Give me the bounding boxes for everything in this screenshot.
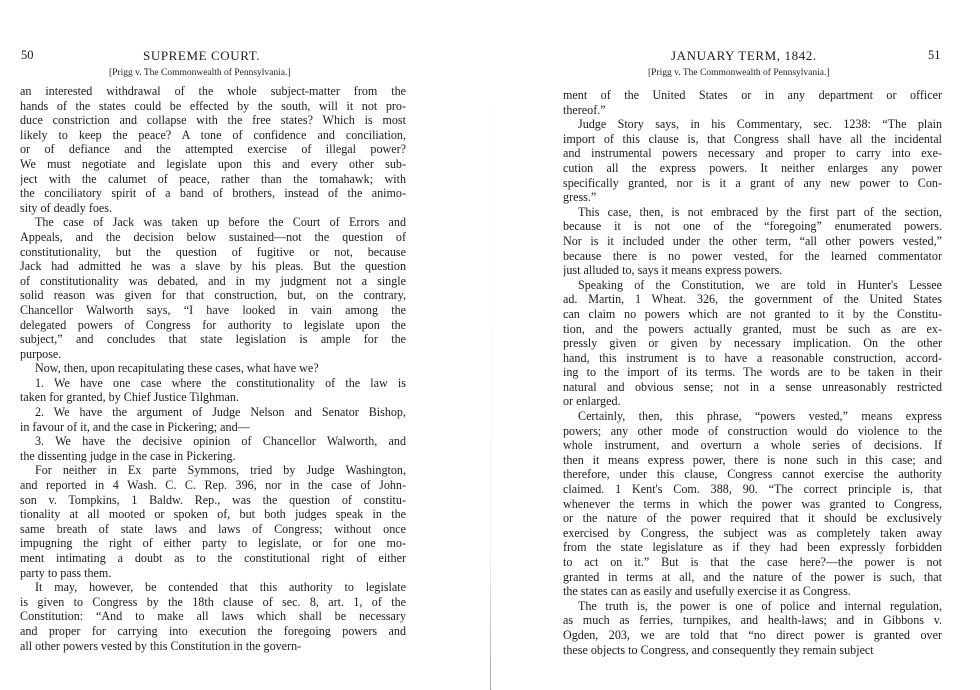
text-line: It may, however, be contended that this authority to legislate	[35, 580, 406, 595]
text-line: of constitutionality was debated, and in my judgment not a single	[20, 273, 406, 288]
text-line: Constitution: “And to make all laws which shall be necessary	[20, 609, 406, 624]
text-line: whenever the terms in which the power was granted to Congress,	[563, 496, 942, 511]
text-line: ing to the import of its terms. The words are to be taken in their	[563, 365, 942, 380]
text-line: impugning the right of either party to legislate, or for one mo-	[20, 536, 406, 551]
text-line: claimed. 1 Kent's Com. 388, 90. “The correct principle is, that	[563, 482, 942, 497]
text-line: then it means express power, there is none such in this case; and	[563, 452, 942, 467]
text-line: Appeals, and the decision below sustained—not the question of	[20, 229, 406, 244]
text-line: son v. Tompkins, 1 Baldw. Rep., was the question of constitu-	[20, 492, 406, 507]
text-line: We must negotiate and legislate upon this and every other sub-	[20, 156, 406, 171]
text-line: and instrumental powers necessary and proper to carry into exe-	[563, 146, 942, 161]
text-line: the conciliatory spirit of a band of brothers, instead of the animo-	[20, 186, 406, 201]
text-line: The case of Jack was taken up before the Court of Errors and	[35, 215, 406, 230]
right-page-number: 51	[928, 48, 941, 62]
text-line: the states can as easily and usefully exercise it as Congress.	[563, 584, 851, 599]
text-line: delegated powers of Congress for authority to legislate upon the	[20, 317, 406, 332]
text-line: same breath of state laws and laws of Congress; without once	[20, 521, 406, 536]
left-case-caption: [Prigg v. The Commonwealth of Pennsylvania.]	[109, 68, 291, 78]
text-line: Nor is it included under the other term, “all other powers vested,”	[563, 233, 942, 248]
text-line: gress.”	[563, 190, 597, 205]
text-line: Ogden, 203, we are told that “no direct power is granted over	[563, 627, 942, 642]
text-line: powers; any other mode of construction would do violence to the	[563, 423, 942, 438]
text-line: ment intimating a doubt as to the constitutional right of either	[20, 551, 406, 565]
text-line: all other powers vested by this Constitution in the govern-	[20, 638, 302, 653]
text-line: granted in terms at all, and the nature of the power is such, that	[563, 569, 942, 584]
text-line: as much as ferries, turnpikes, and health-laws; and in Gibbons v.	[563, 613, 942, 628]
text-line: Now, then, upon recapitulating these cases, what have we?	[35, 361, 319, 376]
text-line: or of defiance and the attempted exercise of illegal power?	[20, 142, 406, 157]
text-line: This case, then, is not embraced by the first part of the section,	[578, 204, 942, 219]
text-line: because it is not one of the “foregoing” enumerated powers.	[563, 219, 942, 234]
text-line: or enlarged.	[563, 394, 621, 409]
right-running-head: JANUARY TERM, 1842.	[671, 48, 817, 63]
text-line: duce constriction and collapse with the free states? Which is most	[20, 113, 406, 128]
text-line: purpose.	[20, 346, 62, 361]
text-line: the dissenting judge in the case in Pickering.	[20, 448, 236, 463]
text-line: ment of the United States or in any department or officer	[563, 88, 942, 102]
text-line: solid reason was given for that construction, but, on the contrary,	[20, 288, 406, 303]
text-line: whole instrument, and overturn a whole series of decisions. If	[563, 438, 942, 453]
text-line: Certainly, then, this phrase, “powers vested,” means express	[578, 409, 942, 424]
text-line: tion, and the powers actually granted, must be such as are ex-	[563, 321, 942, 336]
text-line: subject,” and concludes that state legislation is ample for the	[20, 332, 406, 347]
text-line: 1. We have one case where the constitutionality of the law is	[35, 375, 406, 390]
text-line: can claim no powers which are not granted to it by the Constitu-	[563, 306, 942, 321]
text-line: exercised by Congress, the subject was as completely taken away	[563, 525, 942, 540]
text-line: specifically granted, nor is it a grant of any new power to Con-	[563, 175, 942, 190]
left-body-text	[20, 84, 406, 653]
text-line: taken for granted, by Chief Justice Tilghman.	[20, 390, 239, 405]
text-line: thereof.”	[563, 102, 606, 117]
right-case-caption: [Prigg v. The Commonwealth of Pennsylvania.]	[648, 68, 830, 78]
text-line: ad. Martin, 1 Wheat. 326, the government of the United States	[563, 292, 942, 307]
text-line: party to pass them.	[20, 565, 112, 580]
left-page-number: 50	[21, 48, 34, 62]
text-line: from the state legislature as if they had been expressly forbidden	[563, 540, 942, 555]
text-line: in favour of it, and the case in Pickering; and—	[20, 419, 250, 434]
text-line: because there is no power vested, for the learned commentator	[563, 248, 942, 263]
text-line: hands of the states could be effected by the south, will it not pro-	[20, 98, 406, 113]
text-line: 2. We have the argument of Judge Nelson and Senator Bishop,	[35, 405, 406, 420]
right-body-text	[563, 88, 942, 657]
text-line: For neither in Ex parte Symmons, tried by Judge Washington,	[35, 463, 406, 478]
text-line: therefore, under this clause, Congress cannot exercise the authority	[563, 467, 942, 482]
text-line: natural and obvious sense; not in a sense unreasonably restricted	[563, 379, 942, 394]
text-line: is given to Congress by the 18th clause of sec. 8, art. 1, of the	[20, 594, 406, 609]
text-line: just alluded to, says it means express powers.	[563, 263, 783, 278]
text-line: sity of deadly foes.	[20, 200, 113, 215]
text-line: import of this clause is, that Congress shall have all the incidental	[563, 131, 942, 146]
text-line: ject with the calumet of peace, rather than the tomahawk; with	[20, 171, 406, 186]
text-line: or the nature of the power required that it should be exclusively	[563, 511, 942, 526]
text-line: 3. We have the decisive opinion of Chancellor Walworth, and	[35, 434, 406, 449]
text-line: and reported in 4 Wash. C. C. Rep. 396, nor in the case of John-	[20, 478, 406, 493]
text-line: Jack had admitted he was a slave by his pleas. But the question	[20, 259, 406, 274]
text-line: these objects to Congress, and consequently they remain subject	[563, 642, 874, 657]
text-line: to act on it.” But is that the case here?—the power is not	[563, 555, 942, 569]
text-line: tionality at all mooted or spoken of, but both judges speak in the	[20, 507, 406, 522]
left-running-head: SUPREME COURT.	[143, 48, 261, 63]
text-line: likely to keep the peace? A tone of confidence and conciliation,	[20, 127, 406, 142]
text-line: constitutionality, but the question of fugitive or not, because	[20, 244, 406, 259]
text-line: The truth is, the power is one of police and internal regulation,	[578, 598, 942, 613]
text-line: Chancellor Walworth says, “I have looked in vain among the	[20, 302, 406, 317]
text-line: pressly given or given by necessary implication. On the other	[563, 336, 942, 351]
text-line: cution all the express powers. It neither enlarges any power	[563, 160, 942, 175]
text-line: hand, this instrument is to have a reasonable construction, accord-	[563, 350, 942, 365]
text-line: Judge Story says, in his Commentary, sec. 1238: “The plain	[578, 117, 942, 132]
text-line: an interested withdrawal of the whole subject-matter from the	[20, 84, 406, 98]
text-line: Speaking of the Constitution, we are told in Hunter's Lessee	[578, 277, 942, 292]
text-line: and proper for carrying into execution the foregoing powers and	[20, 623, 406, 638]
right-page	[491, 0, 980, 690]
